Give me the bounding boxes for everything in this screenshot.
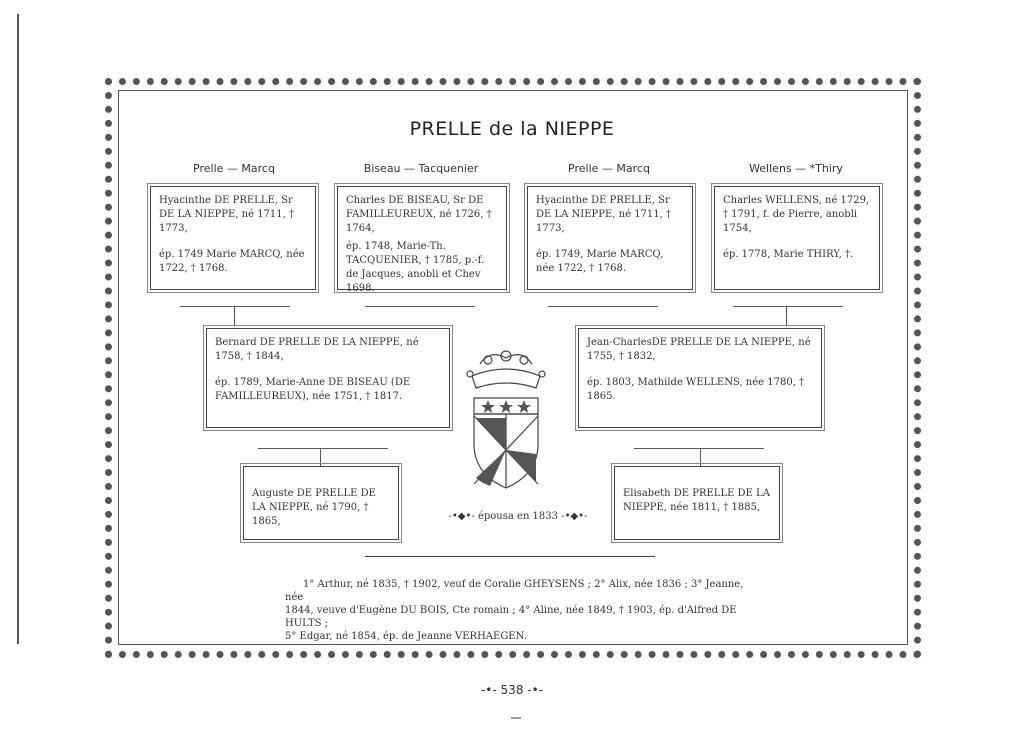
scan-mark [511,717,521,719]
ancestor-4-line-1: Charles WELLENS, né 1729, † 1791, f. de Pierre, anobli 1754, [723,195,870,234]
connector-line [634,448,764,449]
ancestor-label-3: Prelle — Marcq [568,162,650,175]
connector-line [733,306,843,307]
children-line-1: 1° Arthur, né 1835, † 1902, veuf de Coralie GHEYSENS ; 2° Alix, née 1836 ; 3° Jeanne, née [285,579,744,603]
couple-box-wife [614,466,780,540]
connector-line [234,306,235,326]
page-number-ornament-left: -•- [480,683,497,697]
ornament-right-icon: -•◆•- [561,511,588,522]
parent-2-line-2: ép. 1803, Mathilde WELLENS, née 1780, † 1865. [587,377,805,402]
page-number [0,683,1024,697]
ancestor-4-line-2: ép. 1778, Marie THIRY, †. [723,249,854,260]
page-title: PRELLE de la NIEPPE [409,118,615,140]
ancestor-box-2 [337,186,507,294]
connector-line [548,306,658,307]
ancestor-label-1: Prelle — Marcq [193,162,275,175]
ancestor-box-3 [527,186,693,290]
connector-line [180,306,290,307]
parent-1-line-1: Bernard DE PRELLE DE LA NIEPPE, né 1758, † 1844, [215,337,419,362]
connector-line [320,448,321,466]
connector-line [700,448,701,466]
parent-1-line-2: ép. 1789, Marie-Anne DE BISEAU (DE FAMILLEUREUX), née 1751, † 1817. [215,377,411,402]
ancestor-2-line-1: Charles DE BISEAU, Sr DE FAMILLEUREUX, né 1726, † 1764, [346,195,492,234]
coat-of-arms-icon [460,344,552,494]
children-line-3: 5° Edgar, né 1854, ép. de Jeanne VERHAEGEN. [285,631,527,642]
ancestor-1-line-2: ép. 1749 Marie MARCQ, née 1722, † 1768. [159,249,305,274]
page-number-ornament-right: -•- [527,683,544,697]
connector-line [786,306,787,326]
couple-box-husband [243,466,399,540]
ancestor-label-2: Biseau — Tacquenier [363,162,479,175]
marriage-note [448,511,588,522]
ancestor-3-line-2: ép. 1749, Marie MARCQ, née 1722, † 1768. [536,249,664,274]
scan-edge-line [17,14,19,644]
connector-line [258,448,388,449]
parent-box-2 [578,328,822,428]
marriage-text: épousa en 1833 [477,511,559,522]
children-list [285,578,755,643]
parent-box-1 [206,328,450,428]
husband-line-1: Auguste DE PRELLE DE LA NIEPPE, né 1790, † 1865, [252,488,376,527]
ancestor-label-4: Wellens — *Thiry [749,162,843,175]
page-number-value: 538 [500,683,524,697]
ancestor-3-line-1: Hyacinthe DE PRELLE, Sr DE LA NIEPPE, né 1711, † 1773, [536,195,671,234]
divider-line [365,556,655,557]
ornament-left-icon: -•◆•- [448,511,475,522]
wife-line-1: Elisabeth DE PRELLE DE LA NIEPPE, née 1811, † 1885, [623,488,770,513]
connector-line [365,306,475,307]
children-line-2: 1844, veuve d'Eugène DU BOIS, Cte romain ; 4° Aline, née 1849, † 1903, ép. d'Alfred DE HULTS ; [285,605,737,629]
ancestor-box-1 [150,186,316,290]
ancestor-box-4 [714,186,880,290]
ancestor-2-line-2: ép. 1748, Marie-Th. TACQUENIER, † 1785, p.-f. de Jacques, anobli et Chev 1698. [346,241,485,294]
parent-2-line-1: Jean-CharlesDE PRELLE DE LA NIEPPE, né 1755, † 1832, [587,337,811,362]
ancestor-1-line-1: Hyacinthe DE PRELLE, Sr DE LA NIEPPE, né 1711, † 1773, [159,195,294,234]
